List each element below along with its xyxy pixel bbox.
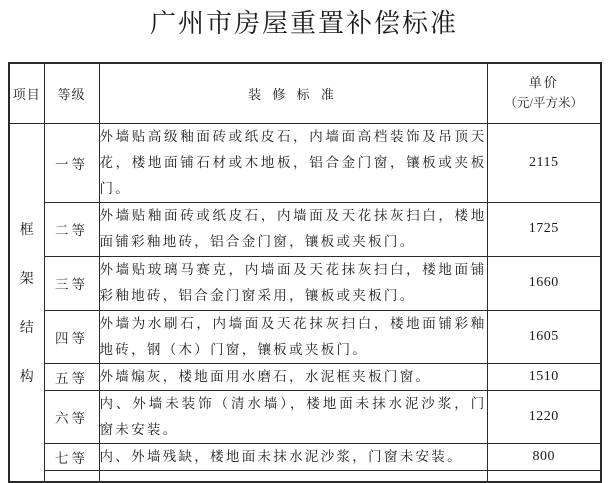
header-grade: 等级: [44, 63, 99, 123]
price-cell: 1725: [487, 202, 601, 256]
header-standard: 装 修 标 准: [99, 63, 487, 123]
table-row: [9, 310, 601, 363]
standard-cell: 外墙贴高级釉面砖或纸皮石，内墙面高档装饰及吊顶天花，楼地面铺石材或木地板，铝合金门窗，镶板或夹板门。: [99, 123, 487, 202]
price-cell: 1660: [487, 256, 601, 310]
price-cell: 1220: [487, 390, 601, 443]
vertical-section-label: [10, 219, 44, 386]
price-cell: 1605: [487, 310, 601, 363]
unit-price-label: 单价: [528, 75, 559, 91]
grade-cell: 二等: [44, 202, 99, 256]
section-char: 架: [19, 271, 34, 287]
table-row: [9, 363, 601, 390]
standard-cell: 外墙煽灰，楼地面用水磨石，水泥框夹板门窗。: [99, 363, 487, 390]
table-header-row: [9, 63, 601, 123]
price-cell: 800: [487, 443, 601, 470]
header-item: 项目: [9, 63, 44, 123]
grade-cell: 六等: [44, 390, 99, 443]
section-char: 结: [19, 320, 34, 336]
standard-cell: 内、外墙残缺，楼地面未抹水泥沙浆，门窗未安装。: [99, 443, 487, 470]
header-unit-price: [487, 63, 601, 123]
grade-cell: 四等: [44, 310, 99, 363]
standard-cell-empty: [99, 470, 487, 482]
grade-cell-empty: [44, 470, 99, 482]
price-cell: 1510: [487, 363, 601, 390]
section-frame-structure: [9, 123, 44, 482]
compensation-table: [8, 62, 602, 483]
section-char: 框: [19, 222, 34, 238]
unit-price-unit: （元/平方米）: [504, 96, 583, 111]
price-cell-empty: [487, 470, 601, 482]
grade-cell: 七等: [44, 443, 99, 470]
table-row: [9, 256, 601, 310]
standard-cell: 外墙为水刷石，内墙面及天花抹灰扫白，楼地面铺彩釉地砖，钢（木）门窗，镶板或夹板门。: [99, 310, 487, 363]
table-row: [9, 443, 601, 470]
standard-cell: 外墙贴釉面砖或纸皮石，内墙面及天花抹灰扫白，楼地面铺彩釉地砖，铝合金门窗，镶板或夹板门。: [99, 202, 487, 256]
price-cell: 2115: [487, 123, 601, 202]
section-char: 构: [19, 369, 34, 385]
grade-cell: 五等: [44, 363, 99, 390]
table-row: [9, 123, 601, 202]
standard-cell: 外墙贴玻璃马赛克，内墙面及天花抹灰扫白，楼地面铺彩釉地砖，铝合金门窗采用，镶板或夹板门。: [99, 256, 487, 310]
table-row: [9, 202, 601, 256]
grade-cell: 一等: [44, 123, 99, 202]
grade-cell: 三等: [44, 256, 99, 310]
page-title: 广州市房屋重置补偿标准: [149, 9, 458, 38]
table-row-partial: [9, 470, 601, 482]
table-row: [9, 390, 601, 443]
standard-cell: 内、外墙未装饰（清水墙），楼地面未抹水泥沙浆，门窗未安装。: [99, 390, 487, 443]
